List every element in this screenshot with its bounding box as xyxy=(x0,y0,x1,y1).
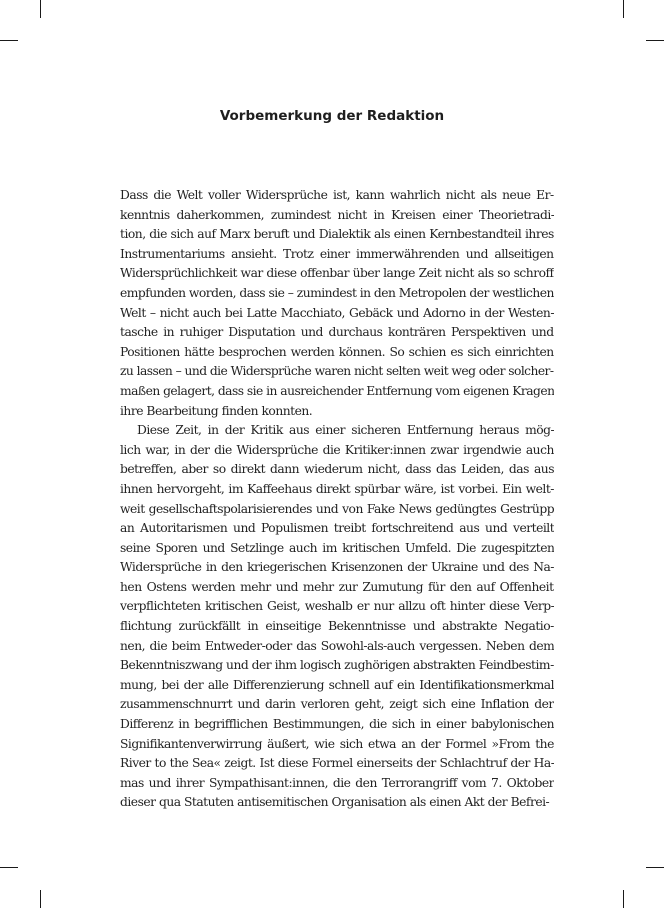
text-line: ihre Bearbeitung finden konnten. xyxy=(120,403,313,418)
page-heading: Vorbemerkung der Redaktion xyxy=(219,108,445,124)
crop-mark xyxy=(40,890,41,908)
text-line: zusammenschnurrt und darin verloren geht, zeigt sich eine Inflation der xyxy=(120,697,554,712)
text-line: an Autoritarismen und Populismen treibt fortschreitend aus und verteilt xyxy=(120,521,554,536)
text-line: Widersprüche in den kriegerischen Krisenzonen der Ukraine und des Na- xyxy=(120,560,554,575)
text-line: Differenz in begrifflichen Bestimmungen, die sich in einer babylonischen xyxy=(120,717,554,732)
text-line: nen, die beim Entweder-oder das Sowohl-als-auch vergessen. Neben dem xyxy=(120,638,554,653)
crop-mark xyxy=(623,0,624,18)
text-line: hen Ostens werden mehr und mehr zur Zumutung für den auf Offenheit xyxy=(120,579,554,594)
text-line: verpflichteten kritischen Geist, weshalb er nur allzu oft hinter diese Verp- xyxy=(120,599,554,614)
text-line: lich war, in der die Widersprüche die Kritiker:innen zwar irgendwie auch xyxy=(120,442,554,457)
text-line: flichtung zurückfällt in einseitige Bekenntnisse und abstrakte Negatio- xyxy=(120,619,554,634)
crop-mark xyxy=(0,40,18,41)
text-line: Bekenntniszwang und der ihm logisch zughörigen abstrakten Feindbestim- xyxy=(120,658,554,673)
crop-mark xyxy=(623,890,624,908)
crop-mark xyxy=(646,40,664,41)
text-line: zu lassen – und die Widersprüche waren nicht selten weit weg oder solcher- xyxy=(120,364,554,379)
text-line: Widersprüchlichkeit war diese offenbar über lange Zeit nicht als so schroff xyxy=(120,266,554,281)
text-line: mung, bei der alle Differenzierung schnell auf ein Identifikationsmerkmal xyxy=(120,677,554,692)
text-line: Positionen hätte besprochen werden können. So schien es sich einrichten xyxy=(120,344,554,359)
text-line: kenntnis daherkommen, zumindest nicht in Kreisen einer Theorietradi- xyxy=(120,207,554,222)
text-line: Signifikantenverwirrung äußert, wie sich etwa an der Formel »From the xyxy=(120,736,554,751)
text-line: ihnen hervorgeht, im Kaffeehaus direkt spürbar wäre, ist vorbei. Ein welt- xyxy=(120,481,554,496)
text-line: Welt – nicht auch bei Latte Macchiato, Gebäck und Adorno in der Westen- xyxy=(120,305,554,320)
text-line: weit gesellschaftspolarisierendes und von Fake News gedüngtes Gestrüpp xyxy=(120,501,554,516)
text-line: River to the Sea« zeigt. Ist diese Formel einerseits der Schlachtruf der Ha- xyxy=(120,756,554,771)
text-line: Dass die Welt voller Widersprüche ist, kann wahrlich nicht als neue Er- xyxy=(120,188,554,202)
crop-mark xyxy=(646,867,664,868)
text-line: mas und ihrer Sympathisant:innen, die den Terrorangriff vom 7. Oktober xyxy=(120,775,554,790)
paragraph xyxy=(120,186,554,421)
body-text xyxy=(120,186,554,813)
text-line: Instrumentariums ansieht. Trotz einer immerwährenden und allseitigen xyxy=(120,246,554,261)
crop-mark xyxy=(40,0,41,18)
text-line: dieser qua Statuten antisemitischen Organisation als einen Akt der Befrei- xyxy=(120,795,550,810)
text-line: empfunden worden, dass sie – zumindest in den Metropolen der westlichen xyxy=(120,285,554,300)
text-line: betreffen, aber so direkt dann wiederum nicht, dass das Leiden, das aus xyxy=(120,462,554,477)
crop-mark xyxy=(0,867,18,868)
text-line: Diese Zeit, in der Kritik aus einer sicheren Entfernung heraus mög- xyxy=(137,423,554,438)
text-line: maßen gelagert, dass sie in ausreichender Entfernung vom eigenen Kragen xyxy=(120,383,554,398)
text-line: seine Sporen und Setzlinge auch im kritischen Umfeld. Die zugespitzten xyxy=(120,540,554,555)
paragraph xyxy=(120,421,554,813)
text-line: tion, die sich auf Marx beruft und Dialektik als einen Kernbestandteil ihres xyxy=(120,227,554,242)
text-line: tasche in ruhiger Disputation und durchaus konträren Perspektiven und xyxy=(120,325,554,340)
